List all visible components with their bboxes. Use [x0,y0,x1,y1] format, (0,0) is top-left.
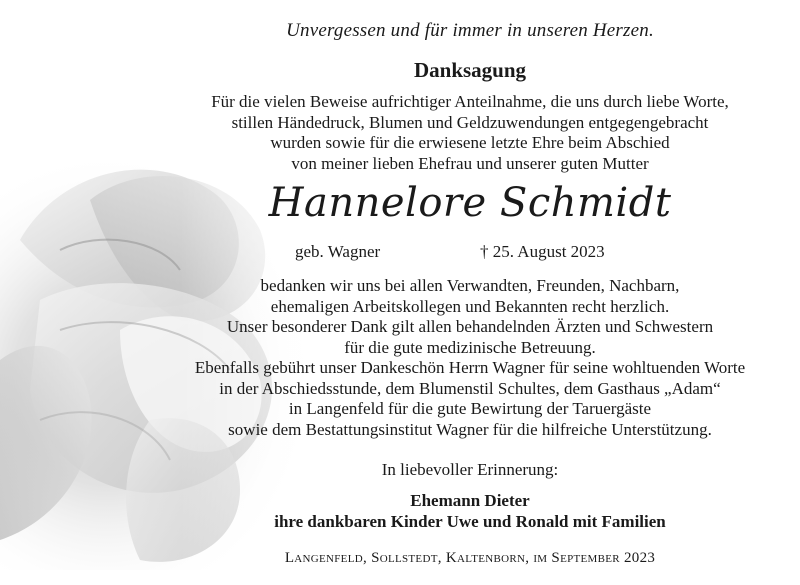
intro-line: wurden sowie für die erwiesene letzte Ehre beim Abschied [270,133,670,152]
place-date-footer: Langenfeld, Sollstedt, Kaltenborn, im September 2023 [284,550,656,566]
thanks-line: Unser besonderer Dank gilt allen behandelnden Ärzten und Schwestern [226,317,714,336]
thanks-line: bedanken wir uns bei allen Verwandten, Freunden, Nachbarn, [260,276,680,295]
thanks-paragraph [150,276,790,440]
thanks-line: für die gute medizinische Betreuung. [344,337,596,357]
heading: Danksagung [413,58,527,82]
notice-text [150,0,790,585]
death-date: † 25. August 2023 [480,242,605,261]
thanks-line: in Langenfeld für die gute Bewirtung der Taruergäste [288,399,652,418]
motto: Unvergessen und für immer in unseren Herzen. [286,20,654,41]
signers [150,490,790,532]
deceased-name: Hannelore Schmidt [268,180,672,226]
thanks-line: ehemaligen Arbeitskollegen und Bekannten recht herzlich. [270,296,670,316]
thanks-line: in der Abschiedsstunde, dem Blumenstil Schultes, dem Gasthaus „Adam“ [219,378,721,398]
intro-line: stillen Händedruck, Blumen und Geldzuwendungen entgegengebracht [231,112,709,132]
memory-line: In liebevoller Erinnerung: [381,460,559,479]
intro-line: von meiner lieben Ehefrau und unserer guten Mutter [291,153,649,173]
intro-line: Für die vielen Beweise aufrichtiger Anteilnahme, die uns durch liebe Worte, [211,92,729,111]
signer-line: ihre dankbaren Kinder Uwe und Ronald mit Familien [274,512,666,531]
intro-paragraph [150,92,790,174]
birth-name: geb. Wagner [295,242,381,261]
thanks-line: sowie dem Bestattungsinstitut Wagner für die hilfreiche Unterstützung. [228,419,712,439]
signer-line: Ehemann Dieter [410,491,530,510]
thanks-line: Ebenfalls gebührt unser Dankeschön Herrn Wagner für seine wohltuenden Worte [194,358,746,377]
